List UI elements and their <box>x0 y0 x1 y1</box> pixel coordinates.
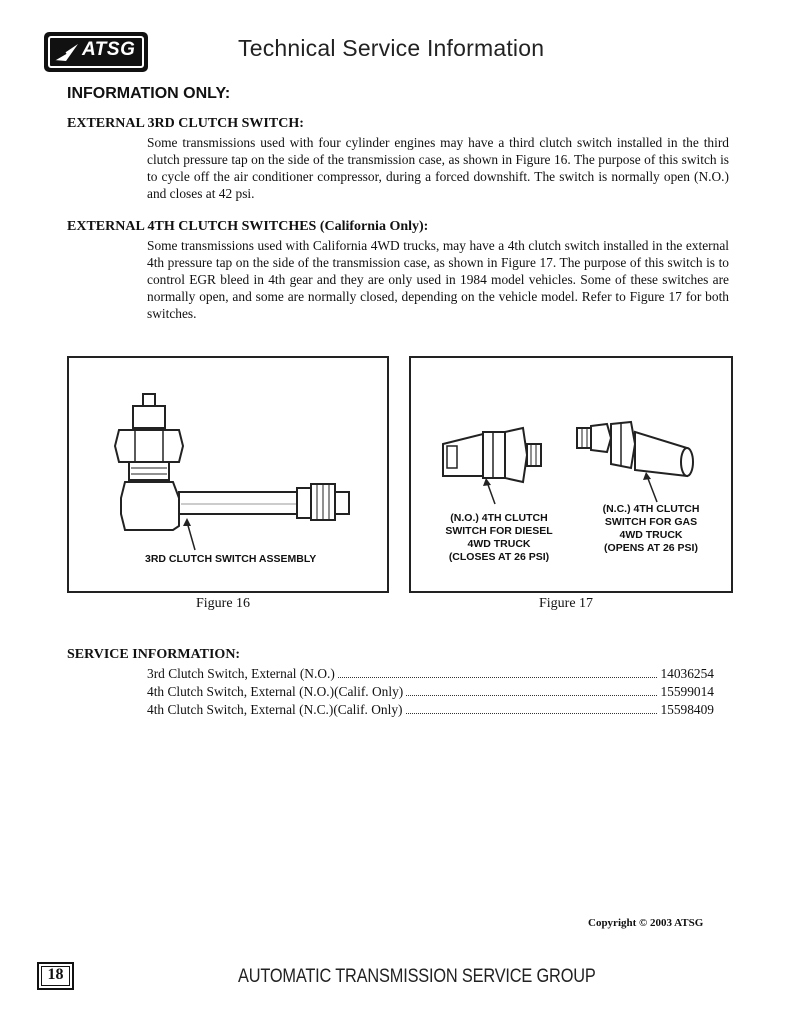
callout-left-line-2: SWITCH FOR DIESEL <box>445 525 553 537</box>
figure-16-box <box>67 356 389 593</box>
service-item-row <box>147 702 714 718</box>
figure-17-callout-right <box>593 503 709 555</box>
callout-right-line-1: (N.C.) 4TH CLUTCH <box>602 503 700 515</box>
callout-right-line-2: SWITCH FOR GAS <box>604 516 698 528</box>
service-item-part-number: 15598409 <box>660 702 714 717</box>
header-title: Technical Service Information <box>238 35 545 61</box>
figure-17-callout-left <box>439 512 559 564</box>
callout-left-line-4: (CLOSES AT 26 PSI) <box>448 551 550 563</box>
page-number-box <box>37 962 74 990</box>
service-info-heading: SERVICE INFORMATION: <box>67 647 241 662</box>
dot-leader <box>406 713 658 714</box>
dot-leader <box>406 695 657 696</box>
section-heading-4th-clutch: EXTERNAL 4TH CLUTCH SWITCHES (California Only): <box>67 219 429 234</box>
figure-16-callout: 3RD CLUTCH SWITCH ASSEMBLY <box>145 553 317 565</box>
service-item-part-number: 14036254 <box>660 666 714 681</box>
info-only-heading: INFORMATION ONLY: <box>67 85 231 102</box>
service-item-row <box>147 684 714 700</box>
page-number: 18 <box>47 966 64 983</box>
atsg-logo <box>44 32 148 72</box>
service-item-label: 4th Clutch Switch, External (N.O.)(Calif. Only) <box>147 684 404 699</box>
callout-right-line-3: 4WD TRUCK <box>619 529 683 541</box>
callout-left-line-3: 4WD TRUCK <box>467 538 531 550</box>
figure-17-box <box>409 356 733 593</box>
logo-text: ATSG <box>82 39 136 60</box>
callout-right-line-4: (OPENS AT 26 PSI) <box>604 542 698 554</box>
section-body-4th-clutch: Some transmissions used with California 4WD trucks, may have a 4th clutch switch installed in the external 4th pressure tap on the side of the transmission case, as shown in Figure 17. The purpose of this switch is to control EGR bleed in 4th gear and they are only used in 1984 model vehicles. Some of these switches are normally open, and some are normally closed, depending on the vehicle model. Refer to Figure 17 for both switches. <box>147 238 729 321</box>
service-item-label: 4th Clutch Switch, External (N.C.)(Calif. Only) <box>147 702 403 717</box>
service-item-label: 3rd Clutch Switch, External (N.O.) <box>147 666 335 681</box>
figure-16-caption: Figure 16 <box>196 596 251 611</box>
service-item-row <box>147 666 714 682</box>
service-item-part-number: 15599014 <box>660 684 714 699</box>
section-body-3rd-clutch: Some transmissions used with four cylinder engines may have a third clutch switch installed in the third clutch pressure tap on the side of the transmission case, as shown in Figure 16. The purpose of this switch is to cycle off the air conditioner compressor, during a forced downshift. The switch is normally open (N.O.) and closes at 42 psi. <box>147 135 729 201</box>
dot-leader <box>338 677 658 678</box>
logo-swoosh-icon <box>52 41 80 63</box>
copyright-notice: Copyright © 2003 ATSG <box>588 917 704 929</box>
callout-left-line-1: (N.O.) 4TH CLUTCH <box>450 512 548 524</box>
footer-org-name: AUTOMATIC TRANSMISSION SERVICE GROUP <box>238 966 596 987</box>
section-heading-3rd-clutch: EXTERNAL 3RD CLUTCH SWITCH: <box>67 116 304 131</box>
figure-17-caption: Figure 17 <box>539 596 594 611</box>
